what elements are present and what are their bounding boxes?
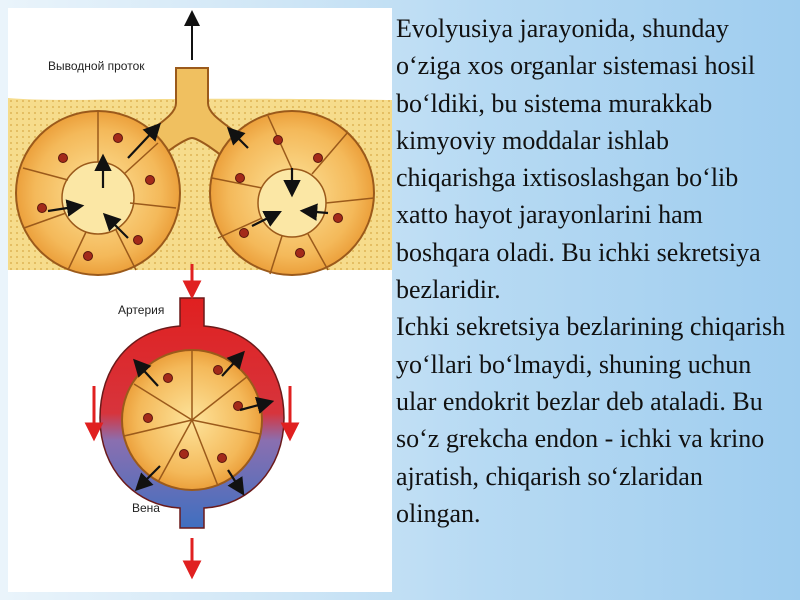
paragraph-1: Evolyusiya jarayonida, shunday o‘ziga xos organlar sistemasi hosil bo‘ldiki, bu sistema murakkab kimyoviy moddalar ishlab chiqarishga ixtisoslashgan bo‘lib xatto hayot jarayonlarini ham boshqara oladi. Bu ichki sekretsiya bezlaridir. [396,14,761,305]
text-block [396,10,792,532]
paragraph-2: Ichki sekretsiya bezlarining chiqarish yo‘llari bo‘lmaydi, shuning uchun ular endokrit bezlar deb ataladi. Bu so‘z grekcha endon - ichki va krino ajratish, chiqarish so‘zlaridan olingan. [396,312,786,528]
gland-diagram [8,8,392,592]
acinus-left [16,111,180,275]
label-artery: Артерия [118,303,165,317]
exocrine-gland [8,14,392,275]
acinus-right [210,111,374,275]
label-duct: Выводной проток [48,59,145,73]
label-vein: Вена [132,501,160,515]
endocrine-gland [87,264,297,576]
